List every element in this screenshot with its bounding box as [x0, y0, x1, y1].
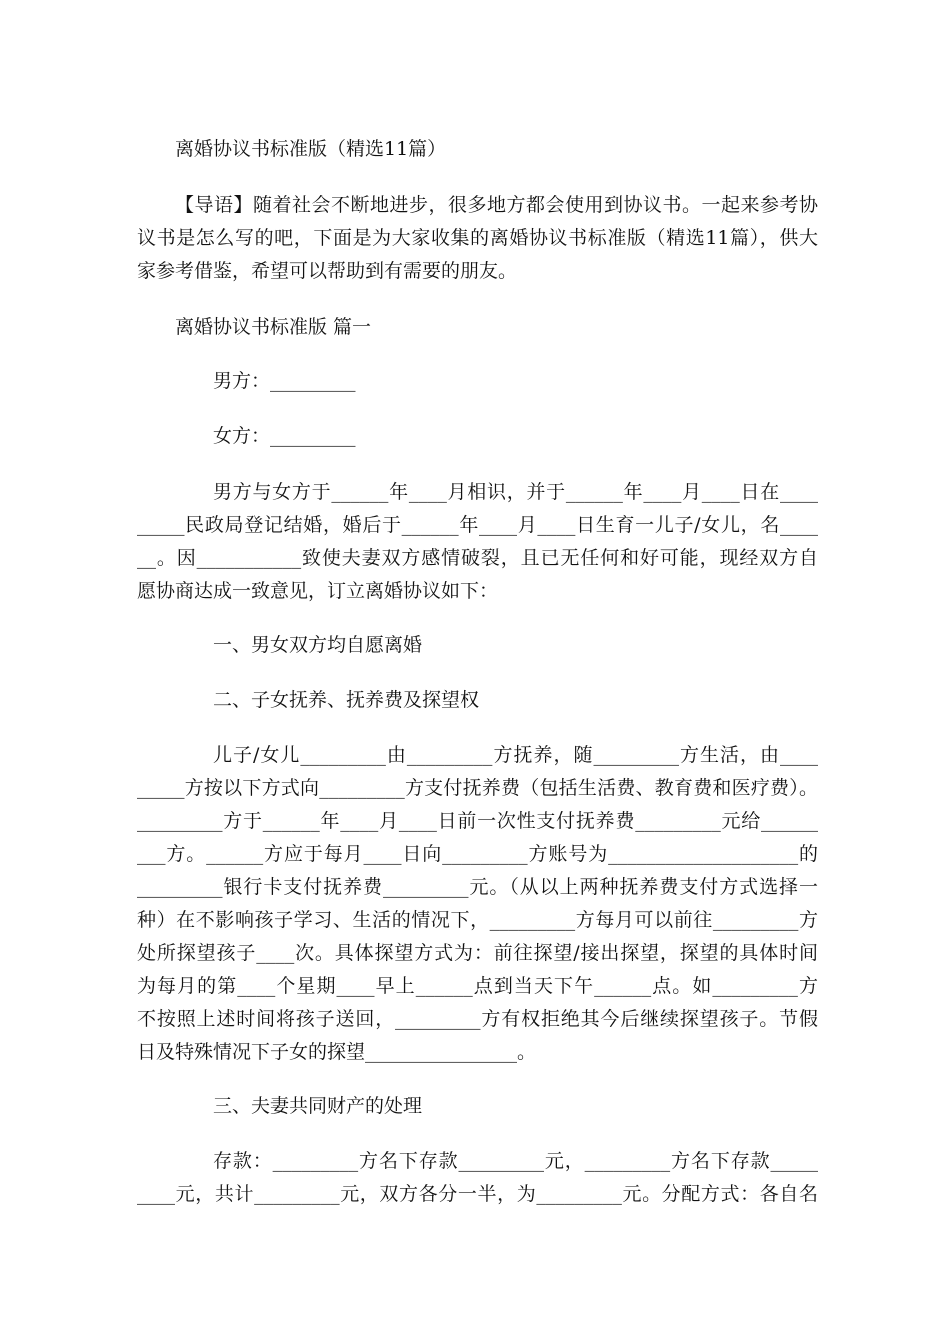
para2-line-1: 儿子/女儿_________由_________方抚养，随_________方生活，由____	[213, 744, 818, 766]
para2-line-4: ___方。______方应于每月____日向_________方账号为____________________的	[137, 843, 818, 865]
item-2: 二、子女抚养、抚养费及探望权	[213, 689, 480, 711]
para1-line-3: __。因___________致使夫妻双方感情破裂，且已无任何和好可能，现经双方自	[137, 547, 818, 569]
para3-line-2: ____元，共计_________元，双方各分一半，为_________元。分配方式：各自名	[137, 1183, 818, 1205]
para1-line-1: 男方与女方于______年____月相识，并于______年____月____日在____	[213, 481, 818, 503]
item-1: 一、男女双方均自愿离婚	[213, 634, 423, 656]
para2-line-6: 种）在不影响孩子学习、生活的情况下，_________方每月可以前往_________方	[137, 909, 818, 931]
para1-line-2: _____民政局登记结婚，婚后于______年____月____日生育一儿子/女儿，名____	[137, 514, 818, 536]
section-heading: 离婚协议书标准版 篇一	[175, 316, 372, 338]
para2-line-8: 为每月的第____个星期____早上______点到当天下午______点。如_________方	[137, 975, 818, 997]
document-title: 离婚协议书标准版（精选11篇）	[175, 138, 447, 160]
intro-line-2: 议书是怎么写的吧，下面是为大家收集的离婚协议书标准版（精选11篇），供大	[137, 227, 818, 249]
item-3: 三、夫妻共同财产的处理	[213, 1095, 423, 1117]
intro-line-1: 【导语】随着社会不断地进步，很多地方都会使用到协议书。一起来参考协	[175, 194, 818, 216]
para2-line-3: _________方于______年____月____日前一次性支付抚养费_________元给______	[137, 810, 818, 832]
para3-line-1: 存款：_________方名下存款_________元，_________方名下存款_____	[213, 1150, 818, 1172]
intro-line-3: 家参考借鉴，希望可以帮助到有需要的朋友。	[137, 260, 518, 282]
para2-line-10: 日及特殊情况下子女的探望________________。	[137, 1041, 537, 1063]
para1-line-4: 愿协商达成一致意见，订立离婚协议如下：	[137, 580, 499, 602]
husband-line: 男方：_________	[213, 370, 356, 392]
para2-line-2: _____方按以下方式向_________方支付抚养费（包括生活费、教育费和医疗费）。	[137, 777, 818, 799]
para2-line-9: 不按照上述时间将孩子送回，_________方有权拒绝其今后继续探望孩子。节假	[137, 1008, 818, 1030]
para2-line-5: _________银行卡支付抚养费_________元。（从以上两种抚养费支付方式选择一	[137, 876, 818, 898]
para2-line-7: 处所探望孩子____次。具体探望方式为：前往探望/接出探望，探望的具体时间	[137, 942, 818, 964]
wife-line: 女方：_________	[213, 425, 356, 447]
